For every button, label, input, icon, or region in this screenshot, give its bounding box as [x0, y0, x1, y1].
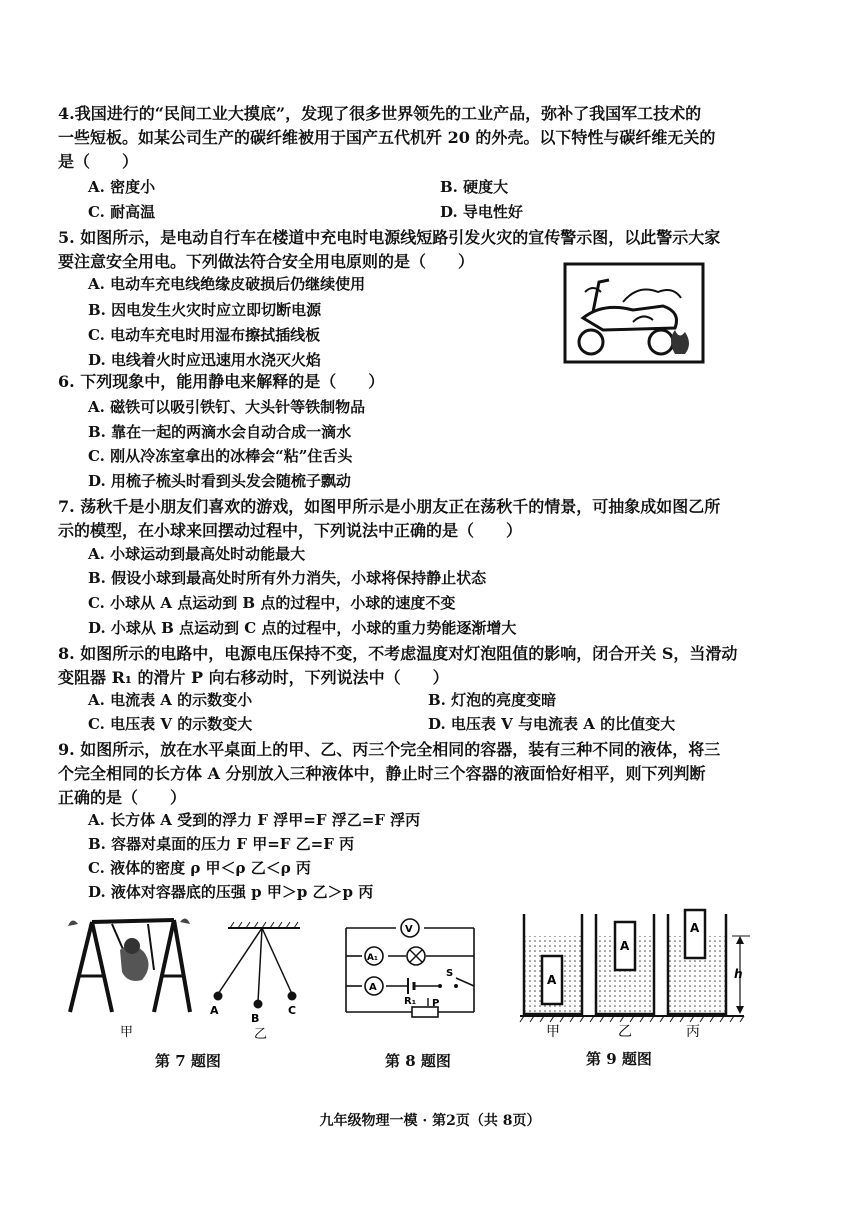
q4-option-b[interactable]: B. 硬度大: [440, 178, 509, 196]
fig9-label-yi: 乙: [618, 1024, 632, 1040]
block-a-bing: A: [690, 921, 700, 935]
height-label: h: [734, 967, 743, 981]
figure-7: [62, 910, 312, 1040]
q5-line-1: 5. 如图所示，是电动自行车在楼道中充电时电源线短路引发火灾的宣传警示图，以此警示大家: [58, 228, 721, 247]
ammeter-a-label: A: [369, 982, 377, 993]
question-7: [58, 495, 758, 543]
q8-option-a[interactable]: A. 电流表 A 的示数变小: [88, 691, 253, 709]
figure-8-circuit: [342, 912, 482, 1040]
q4-option-c[interactable]: C. 耐高温: [88, 203, 156, 221]
q9-line-3: 正确的是（ ）: [58, 788, 187, 807]
q4-line-2: 一些短板。如某公司生产的碳纤维被用于国产五代机歼 20 的外壳。以下特性与碳纤维无关的: [58, 128, 716, 147]
q9-option-d[interactable]: D. 液体对容器底的压强 p 甲＞p 乙＞p 丙: [88, 883, 374, 901]
q4-line-3: 是（ ）: [58, 152, 139, 171]
q4-line-1: 4.我国进行的“民间工业大摸底”，发现了很多世界领先的工业产品，弥补了我国军工技术的: [58, 104, 702, 123]
pendulum-diagram: [210, 922, 300, 1040]
q9-line-1: 9. 如图所示，放在水平桌面上的甲、乙、丙三个完全相同的容器，装有三种不同的液体，将三: [58, 740, 721, 759]
q6-option-d[interactable]: D. 用梳子梳头时看到头发会随梳子飘动: [88, 472, 351, 490]
point-c-label: C: [288, 1004, 297, 1017]
q8-option-d[interactable]: D. 电压表 V 与电流表 A 的比值变大: [428, 715, 676, 733]
figure-7-caption: 第 7 题图: [155, 1052, 221, 1070]
switch-label: S: [446, 968, 454, 979]
ebike-fire-figure: [563, 262, 705, 364]
figure-9-containers: [518, 904, 758, 1040]
slider-label: P: [432, 998, 440, 1009]
block-a-yi: A: [620, 939, 630, 953]
rheostat-label: R₁: [404, 996, 417, 1007]
block-a-jia: A: [547, 973, 557, 987]
q8-line-2: 变阻器 R₁ 的滑片 P 向右移动时，下列说法中（ ）: [58, 668, 449, 687]
figure-9-caption: 第 9 题图: [586, 1050, 652, 1068]
q4-option-d[interactable]: D. 导电性好: [440, 203, 523, 221]
q6-option-b[interactable]: B. 靠在一起的两滴水会自动合成一滴水: [88, 423, 352, 441]
question-6: [58, 370, 758, 394]
fig7-label-jia: 甲: [120, 1025, 134, 1040]
q7-option-d[interactable]: D. 小球从 B 点运动到 C 点的过程中，小球的重力势能逐渐增大: [88, 619, 517, 637]
q6-line-1: 6. 下列现象中，能用静电来解释的是（ ）: [58, 372, 385, 391]
fig9-label-jia: 甲: [546, 1024, 560, 1040]
question-9: [58, 738, 758, 810]
q8-line-1: 8. 如图所示的电路中，电源电压保持不变，不考虑温度对灯泡阻值的影响，闭合开关 S，当滑动: [58, 644, 738, 663]
q6-option-a[interactable]: A. 磁铁可以吸引铁钉、大头针等铁制物品: [88, 398, 366, 416]
q7-option-b[interactable]: B. 假设小球到最高处时所有外力消失，小球将保持静止状态: [88, 569, 487, 587]
point-a-label: A: [210, 1004, 219, 1017]
q4-option-a[interactable]: A. 密度小: [88, 178, 156, 196]
q8-option-b[interactable]: B. 灯泡的亮度变暗: [428, 691, 557, 709]
q7-line-1: 7. 荡秋千是小朋友们喜欢的游戏，如图甲所示是小朋友正在荡秋千的情景，可抽象成如图乙所: [58, 497, 721, 516]
ammeter-a1-label: A₁: [367, 953, 378, 963]
q5-option-c[interactable]: C. 电动车充电时用湿布擦拭插线板: [88, 326, 321, 344]
question-8: [58, 642, 758, 690]
q7-option-c[interactable]: C. 小球从 A 点运动到 B 点的过程中，小球的速度不变: [88, 594, 456, 612]
q5-option-b[interactable]: B. 因电发生火灾时应立即切断电源: [88, 301, 322, 319]
q9-line-2: 个完全相同的长方体 A 分别放入三种液体中，静止时三个容器的液面恰好相平，则下列判断: [58, 764, 706, 783]
page-footer: 九年级物理一模 · 第2页（共 8页）: [319, 1113, 541, 1129]
q5-option-d[interactable]: D. 电线着火时应迅速用水浇灭火焰: [88, 351, 321, 369]
point-b-label: B: [251, 1012, 260, 1025]
fig9-label-bing: 丙: [686, 1024, 700, 1040]
q7-option-a[interactable]: A. 小球运动到最高处时动能最大: [88, 545, 306, 563]
q8-option-c[interactable]: C. 电压表 V 的示数变大: [88, 715, 253, 733]
fig7-label-yi: 乙: [254, 1027, 268, 1040]
q7-line-2: 示的模型，在小球来回摆动过程中，下列说法中正确的是（ ）: [58, 521, 523, 540]
question-4: [58, 102, 758, 174]
q6-option-c[interactable]: C. 刚从冷冻室拿出的冰棒会“粘”住舌头: [88, 447, 353, 465]
q9-option-c[interactable]: C. 液体的密度 ρ 甲＜ρ 乙＜ρ 丙: [88, 859, 311, 877]
q5-line-2: 要注意安全用电。下列做法符合安全用电原则的是（ ）: [58, 252, 475, 271]
figure-8-caption: 第 8 题图: [385, 1052, 451, 1070]
voltmeter-label: V: [405, 924, 413, 935]
q9-option-a[interactable]: A. 长方体 A 受到的浮力 F 浮甲=F 浮乙=F 浮丙: [88, 811, 421, 829]
q5-option-a[interactable]: A. 电动车充电线绝缘皮破损后仍继续使用: [88, 275, 366, 293]
q9-option-b[interactable]: B. 容器对桌面的压力 F 甲=F 乙=F 丙: [88, 835, 355, 853]
